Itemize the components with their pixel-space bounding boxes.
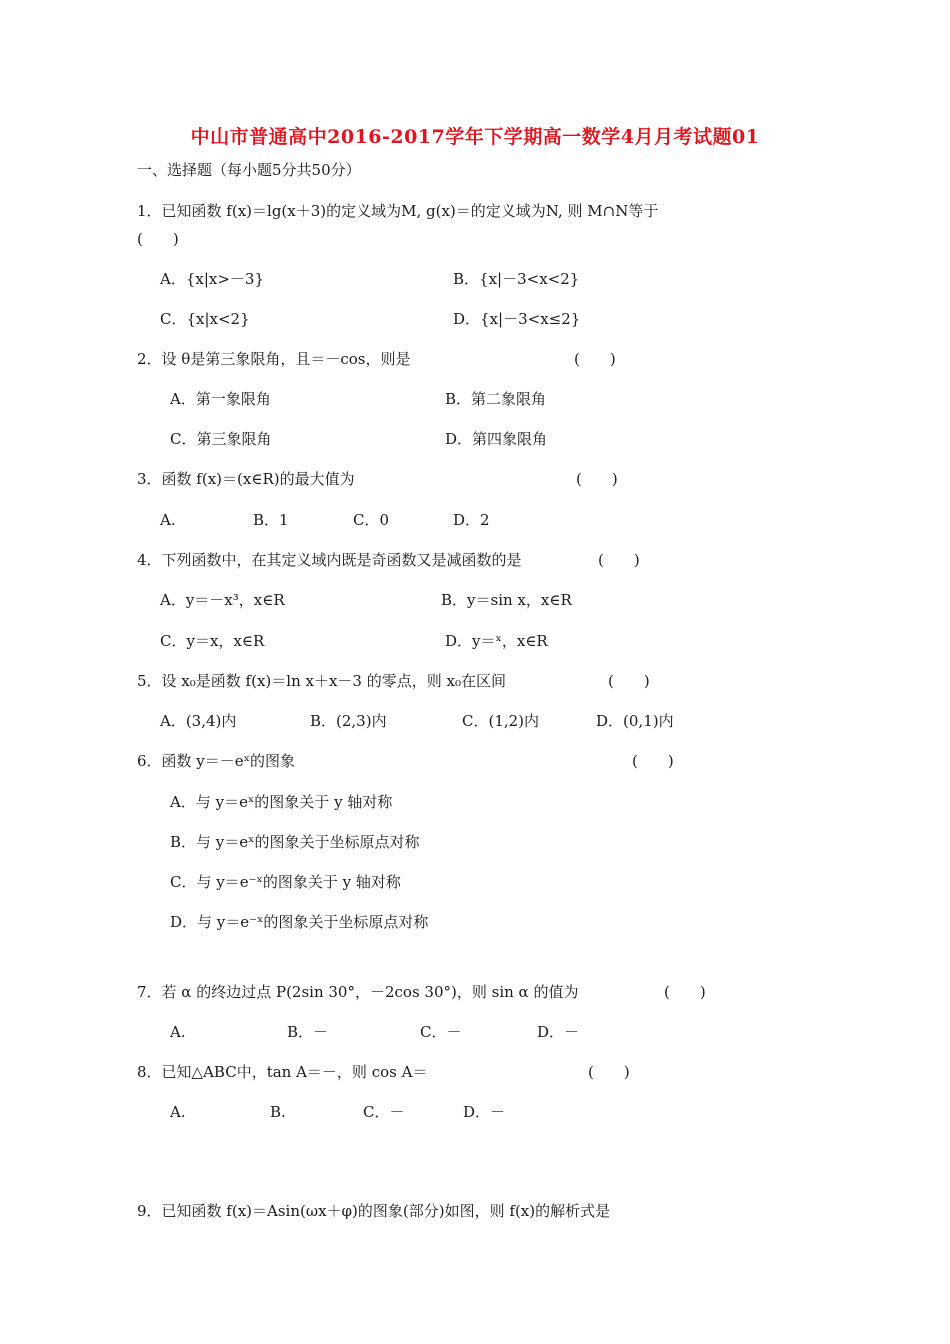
question-8-option-d: D．－ xyxy=(463,1103,506,1121)
question-4-stem: 4．下列函数中，在其定义域内既是奇函数又是减函数的是 xyxy=(137,551,522,569)
question-7-option-b: B．－ xyxy=(287,1023,329,1041)
question-8-option-b: B. xyxy=(270,1103,286,1121)
question-3-option-d: D．2 xyxy=(453,511,490,529)
question-4-bracket: ( ) xyxy=(598,551,640,569)
question-5-bracket: ( ) xyxy=(608,672,650,690)
question-3-stem: 3．函数 f(x)＝(x∈R)的最大值为 xyxy=(137,470,355,488)
question-1-option-b: B．{x|－3<x<2} xyxy=(453,270,580,288)
question-1-option-d: D．{x|－3<x≤2} xyxy=(453,310,581,328)
question-4-option-d: D．y＝ˣ，x∈R xyxy=(445,632,548,650)
question-4-option-a: A．y＝－x³，x∈R xyxy=(160,591,285,609)
question-5-option-b: B．(2,3)内 xyxy=(310,712,387,730)
question-3-option-a: A. xyxy=(160,511,176,529)
question-7-option-d: D．－ xyxy=(537,1023,580,1041)
question-1-option-c: C．{x|x<2} xyxy=(160,310,250,328)
question-5-option-c: C．(1,2)内 xyxy=(462,712,540,730)
question-3-bracket: ( ) xyxy=(576,470,618,488)
document-title: 中山市普通高中2016-2017学年下学期高一数学4月月考试题01 xyxy=(190,126,760,148)
question-2-option-b: B．第二象限角 xyxy=(445,390,547,408)
question-2-option-d: D．第四象限角 xyxy=(445,430,548,448)
question-7-stem: 7．若 α 的终边过点 P(2sin 30°，－2cos 30°)，则 sin α 的值为 xyxy=(137,983,579,1001)
question-5-option-a: A．(3,4)内 xyxy=(160,712,237,730)
question-5-option-d: D．(0,1)内 xyxy=(596,712,674,730)
question-6-option-d: D．与 y＝e⁻ˣ的图象关于坐标原点对称 xyxy=(170,913,429,931)
question-1-option-a: A．{x|x>－3} xyxy=(160,270,265,288)
question-2-bracket: ( ) xyxy=(574,350,616,368)
question-6-option-b: B．与 y＝eˣ的图象关于坐标原点对称 xyxy=(170,833,420,851)
question-8-option-a: A. xyxy=(170,1103,186,1121)
question-8-bracket: ( ) xyxy=(588,1063,630,1081)
question-9-stem: 9．已知函数 f(x)＝Asin(ωx＋φ)的图象(部分)如图，则 f(x)的解析式是 xyxy=(137,1202,611,1220)
question-7-bracket: ( ) xyxy=(664,983,706,1001)
question-5-stem: 5．设 x₀是函数 f(x)＝ln x＋x－3 的零点，则 x₀在区间 xyxy=(137,672,506,690)
question-6-stem: 6．函数 y＝－eˣ的图象 xyxy=(137,752,296,770)
question-2-option-a: A．第一象限角 xyxy=(170,390,271,408)
question-6-bracket: ( ) xyxy=(632,752,674,770)
question-2-option-c: C．第三象限角 xyxy=(170,430,272,448)
question-3-option-c: C．0 xyxy=(353,511,390,529)
question-3-option-b: B．1 xyxy=(253,511,289,529)
question-7-option-c: C．－ xyxy=(420,1023,462,1041)
question-4-option-b: B．y＝sin x，x∈R xyxy=(441,591,572,609)
question-4-option-c: C．y＝x，x∈R xyxy=(160,632,265,650)
question-8-stem: 8．已知△ABC中，tan A＝－，则 cos A＝ xyxy=(137,1063,428,1081)
question-1-stem: 1．已知函数 f(x)＝lg(x＋3)的定义域为M, g(x)＝的定义域为N, 则 M∩N等于 xyxy=(137,202,659,220)
question-2-stem: 2．设 θ是第三象限角，且＝－cos，则是 xyxy=(137,350,411,368)
question-7-option-a: A. xyxy=(170,1023,186,1041)
question-1-bracket: ( ) xyxy=(137,230,179,248)
question-6-option-c: C．与 y＝e⁻ˣ的图象关于 y 轴对称 xyxy=(170,873,401,891)
question-8-option-c: C．－ xyxy=(363,1103,405,1121)
section-heading: 一、选择题（每小题5分共50分） xyxy=(137,161,361,179)
question-6-option-a: A．与 y＝eˣ的图象关于 y 轴对称 xyxy=(170,793,393,811)
